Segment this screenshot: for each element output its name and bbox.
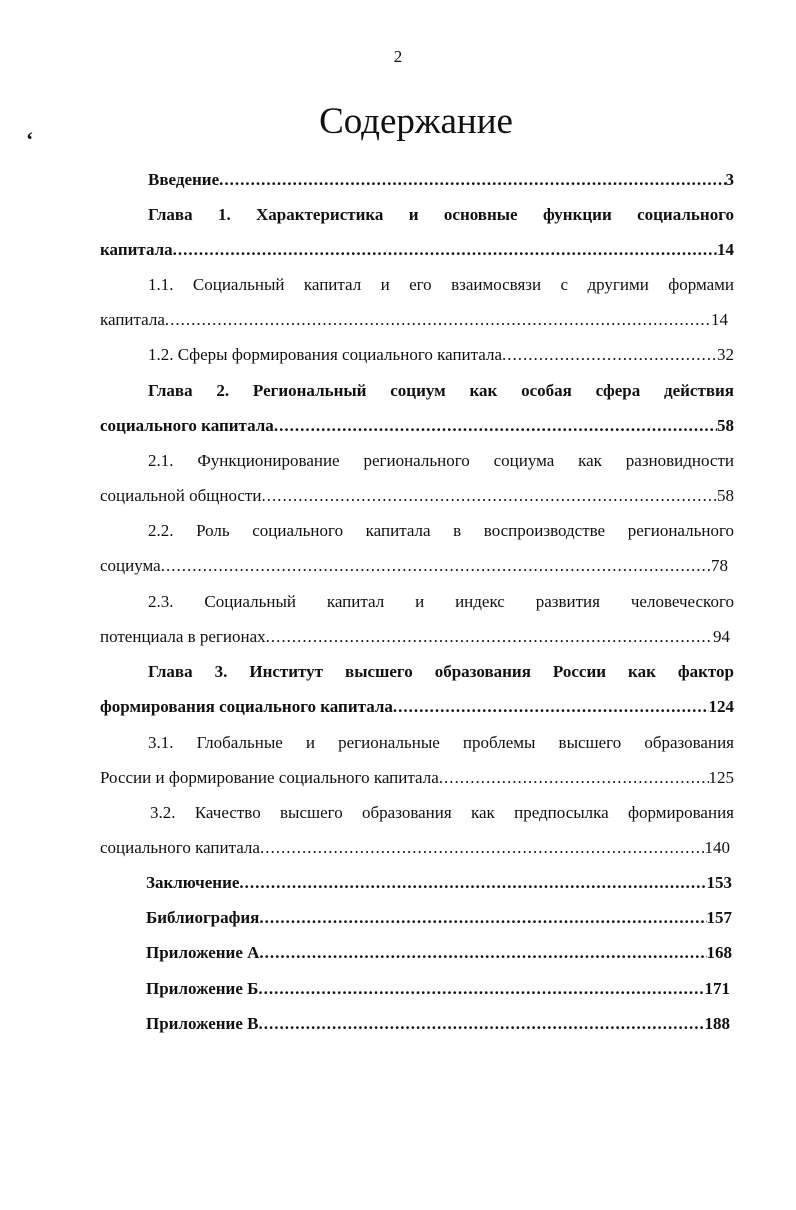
toc-entry-2-1-cont[interactable]: социальной общности ..... 58 — [100, 484, 734, 508]
toc-entry-conclusion[interactable]: Заключение ..... 153 — [146, 871, 732, 895]
toc-entry-bibliography[interactable]: Библиография ..... 157 — [146, 906, 732, 930]
toc-entry-chapter-1-cont[interactable]: капитала ..... 14 — [100, 238, 734, 262]
toc-entry-3-1[interactable]: 3.1. Глобальные и региональные проблемы высшего образования — [148, 733, 734, 752]
page-title: Содержание — [319, 101, 513, 142]
toc-entry-intro[interactable]: Введение ..... 3 — [148, 168, 734, 192]
toc-entry-1-1[interactable]: 1.1. Социальный капитал и его взаимосвязи с другими формами — [148, 275, 734, 294]
toc-entry-2-3-cont[interactable]: потенциала в регионах ..... 94 — [100, 625, 730, 649]
toc-entry-2-1[interactable]: 2.1. Функционирование регионального социума как разновидности — [148, 451, 734, 470]
toc-entry-chapter-3-cont[interactable]: формирования социального капитала ..... 124 — [100, 695, 734, 719]
toc-entry-1-1-cont[interactable]: капитала ..... 14 — [100, 308, 728, 332]
toc-entry-1-2[interactable]: 1.2. Сферы формирования социального капитала ..... 32 — [148, 343, 734, 367]
toc-entry-appendix-c[interactable]: Приложение В ..... 188 — [146, 1012, 730, 1036]
toc-entry-2-2[interactable]: 2.2. Роль социального капитала в воспроизводстве регионального — [148, 521, 734, 540]
toc-entry-chapter-3[interactable]: Глава 3. Институт высшего образования России как фактор — [148, 662, 734, 681]
toc-entry-2-3[interactable]: 2.3. Социальный капитал и индекс развития человеческого — [148, 592, 734, 611]
stray-mark: ʻ — [26, 127, 34, 152]
toc-entry-3-1-cont[interactable]: России и формирование социального капитала ..... 125 — [100, 766, 734, 790]
toc-entry-chapter-2-cont[interactable]: социального капитала ..... 58 — [100, 414, 734, 438]
page-number: 2 — [393, 47, 403, 66]
toc-entry-3-2-cont[interactable]: социального капитала ..... 140 — [100, 836, 730, 860]
toc-entry-chapter-2[interactable]: Глава 2. Региональный социум как особая сфера действия — [148, 381, 734, 400]
toc-entry-2-2-cont[interactable]: социума ..... 78 — [100, 554, 728, 578]
toc-entry-appendix-b[interactable]: Приложение Б ..... 171 — [146, 977, 730, 1001]
toc-entry-appendix-a[interactable]: Приложение А ..... 168 — [146, 941, 732, 965]
toc-entry-chapter-1[interactable]: Глава 1. Характеристика и основные функции социального — [148, 205, 734, 224]
toc-entry-3-2[interactable]: 3.2. Качество высшего образования как предпосылка формирования — [150, 803, 734, 822]
